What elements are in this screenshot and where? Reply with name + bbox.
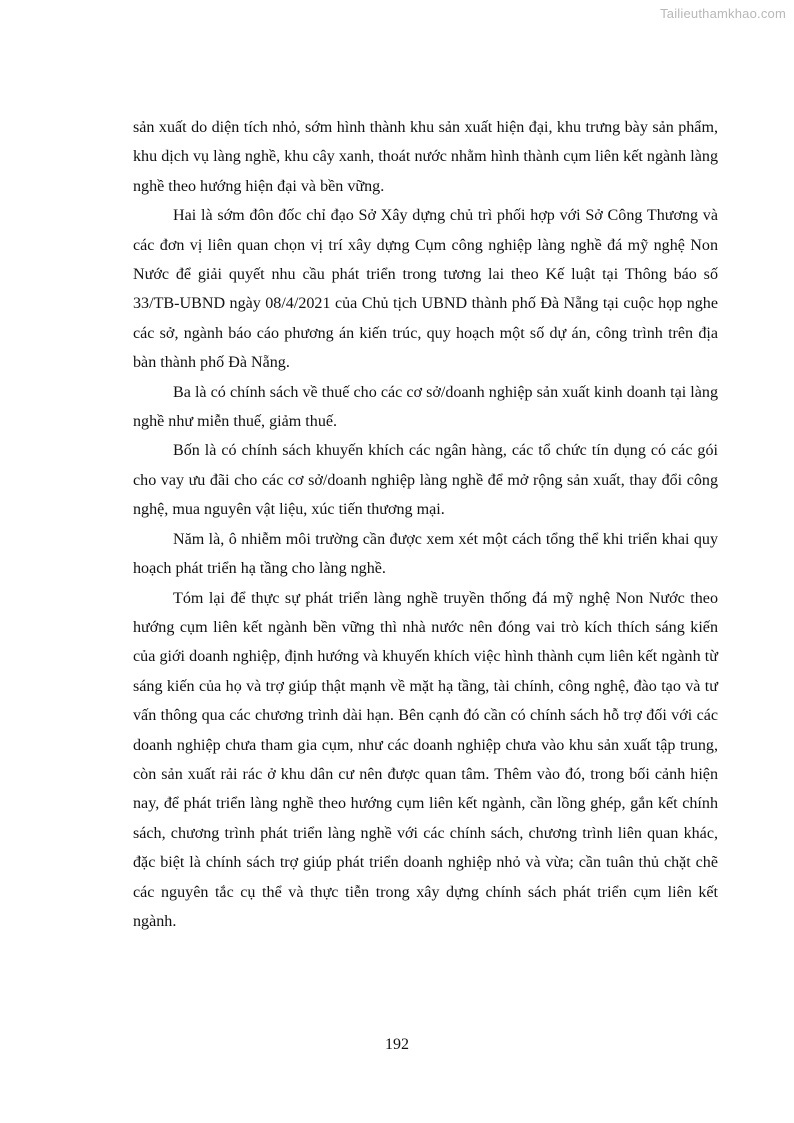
paragraph-point-three: Ba là có chính sách về thuế cho các cơ sở/doanh nghiệp sản xuất kinh doanh tại làng nghề như miễn thuế, giảm thuế.: [133, 383, 718, 431]
document-body: [133, 113, 718, 936]
paragraph-continuation: sản xuất do diện tích nhỏ, sớm hình thành khu sản xuất hiện đại, khu trưng bày sản phẩm, khu dịch vụ làng nghề, khu cây xanh, thoát nước nhằm hình thành cụm liên kết ngành làng nghề theo hướng hiện đại và bền vững.: [133, 119, 718, 195]
paragraph-point-two: Hai là sớm đôn đốc chỉ đạo Sở Xây dựng chủ trì phối hợp với Sở Công Thương và các đơn vị liên quan chọn vị trí xây dựng Cụm công nghiệp làng nghề đá mỹ nghệ Non Nước để giải quyết nhu cầu phát triển trong tương lai theo Kế luật tại Thông báo số 33/TB-UBND ngày 08/4/2021 của Chủ tịch UBND thành phố Đà Nẵng tại cuộc họp nghe các sở, ngành báo cáo phương án kiến trúc, quy hoạch một số dự án, công trình trên địa bàn thành phố Đà Nẵng.: [133, 207, 718, 372]
paragraph-point-four: Bốn là có chính sách khuyến khích các ngân hàng, các tổ chức tín dụng có các gói cho vay ưu đãi cho các cơ sở/doanh nghiệp làng nghề để mở rộng sản xuất, thay đổi công nghệ, mua nguyên vật liệu, xúc tiến thương mại.: [133, 442, 718, 519]
paragraph-point-five: Năm là, ô nhiễm môi trường cần được xem xét một cách tổng thể khi triển khai quy hoạch phát triển hạ tầng cho làng nghề.: [133, 530, 718, 578]
site-watermark: Tailieuthamkhao.com: [660, 6, 786, 21]
paragraph-summary: Tóm lại để thực sự phát triển làng nghề truyền thống đá mỹ nghệ Non Nước theo hướng cụm liên kết ngành bền vững thì nhà nước nên đóng vai trò kích thích sáng kiến của giới doanh nghiệp, định hướng và khuyến khích việc hình thành cụm liên kết ngành từ sáng kiến của họ và trợ giúp thật mạnh về mặt hạ tầng, tài chính, công nghệ, đào tạo và tư vấn thông qua các chương trình dài hạn. Bên cạnh đó cần có chính sách hỗ trợ đối với các doanh nghiệp chưa tham gia cụm, như các doanh nghiệp chưa vào khu sản xuất tập trung, còn sản xuất rải rác ở khu dân cư nên được quan tâm. Thêm vào đó, trong bối cảnh hiện nay, để phát triển làng nghề theo hướng cụm liên kết ngành, cần lồng ghép, gắn kết chính sách, chương trình phát triển làng nghề với các chính sách, chương trình liên quan khác, đặc biệt là chính sách trợ giúp phát triển doanh nghiệp nhỏ và vừa; cần tuân thủ chặt chẽ các nguyên tắc cụ thể và thực tiễn trong xây dựng chính sách phát triển cụm liên kết ngành.: [133, 589, 718, 930]
page-number: 192: [385, 1036, 409, 1053]
